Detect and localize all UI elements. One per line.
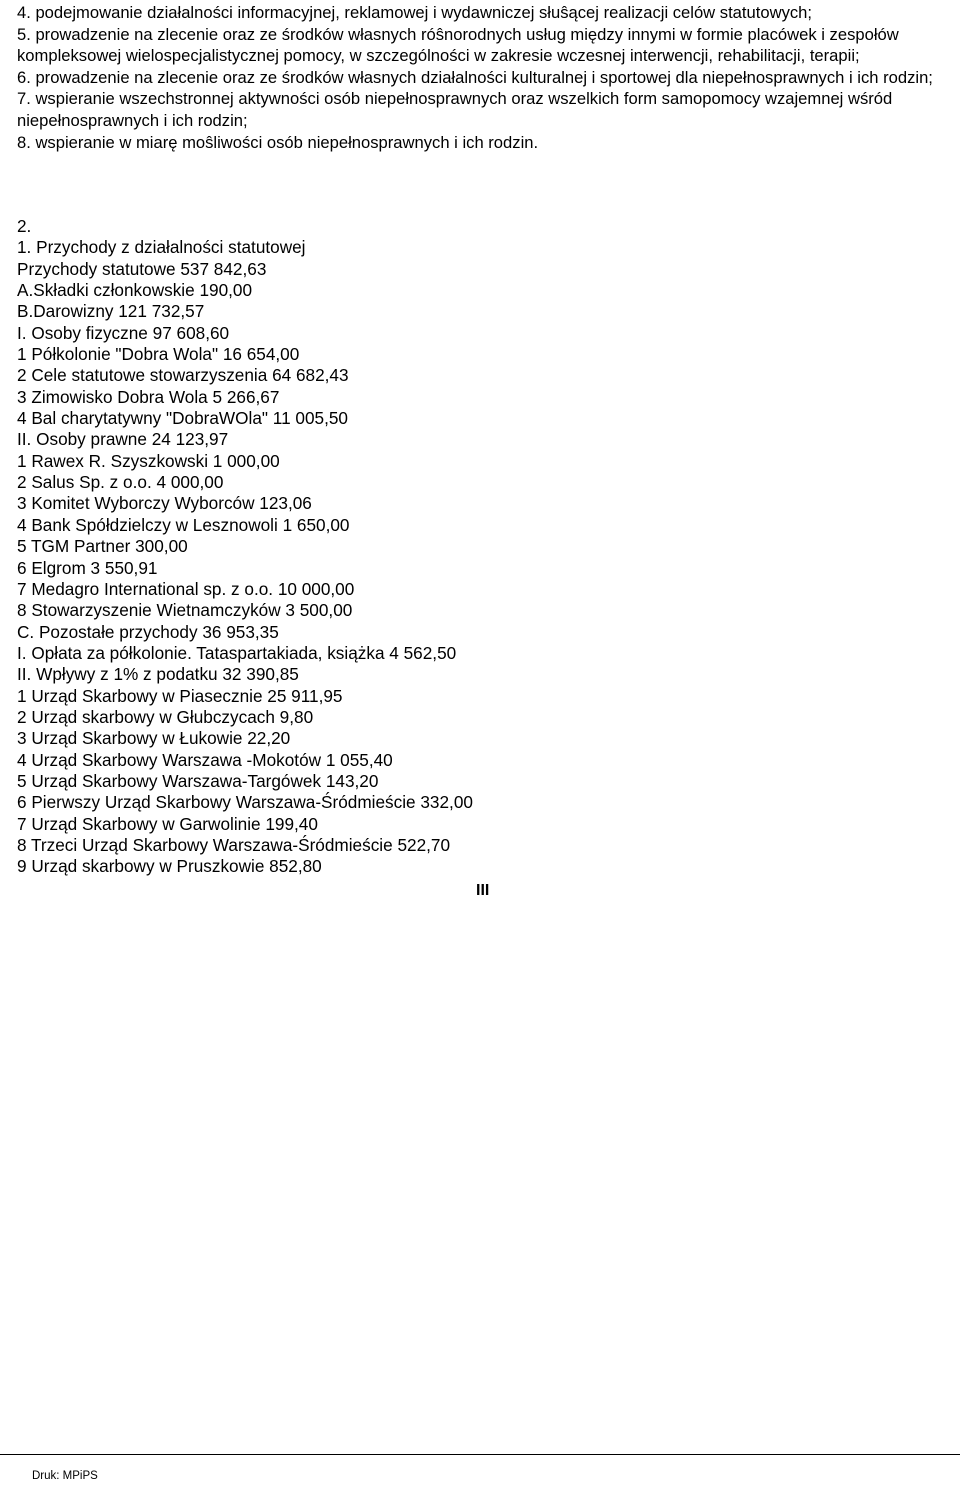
income-item: 5 TGM Partner 300,00 [17,536,188,557]
income-heading: 1. Przychody z działalności statutowej [17,237,306,258]
statutory-item: 5. prowadzenie na zlecenie oraz ze środków własnych róŝnorodnych usług między innymi w formie placówek i zespołów kompleksowej wielospecjalistycznej pomocy, w szczególności w zakresie wczesnej interwencji, rehabilitacji, terapii; [17,24,899,66]
income-item: 6 Elgrom 3 550,91 [17,557,158,578]
income-item: 3 Urząd Skarbowy w Łukowie 22,20 [17,728,291,749]
income-item: 4 Bank Spółdzielczy w Lesznowoli 1 650,00 [17,514,350,535]
income-subcategory: I. Osoby fizyczne 97 608,60 [17,322,230,343]
income-item: 3 Zimowisko Dobra Wola 5 266,67 [17,386,280,407]
income-item: 2 Urząd skarbowy w Głubczycach 9,80 [17,706,314,727]
income-item: 1 Urząd Skarbowy w Piasecznie 25 911,95 [17,685,343,706]
income-item: 5 Urząd Skarbowy Warszawa-Targówek 143,20 [17,770,379,791]
income-item: 3 Komitet Wyborczy Wyborców 123,06 [17,493,312,514]
income-category: B.Darowizny 121 732,57 [17,301,205,322]
statutory-goals-list [17,2,947,153]
footer-print-label: Druk: MPiPS [32,1470,98,1482]
income-total: Przychody statutowe 537 842,63 [17,258,267,279]
income-item: 8 Stowarzyszenie Wietnamczyków 3 500,00 [17,600,353,621]
income-item: 7 Medagro International sp. z o.o. 10 000,00 [17,578,355,599]
section-number: 2. [17,216,32,236]
income-category: C. Pozostałe przychody 36 953,35 [17,621,279,642]
income-subcategory: I. Opłata za półkolonie. Tataspartakiada, książka 4 562,50 [17,642,457,663]
income-item: 2 Salus Sp. z o.o. 4 000,00 [17,472,224,493]
statutory-item: 6. prowadzenie na zlecenie oraz ze środków własnych działalności kulturalnej i sportowej dla niepełnosprawnych i ich rodzin; [17,67,933,87]
income-item: 7 Urząd Skarbowy w Garwolinie 199,40 [17,813,318,834]
income-item: 4 Urząd Skarbowy Warszawa -Mokotów 1 055,40 [17,749,393,770]
income-item: 1 Rawex R. Szyszkowski 1 000,00 [17,450,280,471]
page-section-mark: III [476,882,490,899]
income-item: 6 Pierwszy Urząd Skarbowy Warszawa-Śródmieście 332,00 [17,792,473,813]
income-item: 8 Trzeci Urząd Skarbowy Warszawa-Śródmieście 522,70 [17,834,451,855]
statutory-item: 8. wspieranie w miarę moŝliwości osób niepełnosprawnych i ich rodzin. [17,132,539,152]
income-item: 4 Bal charytatywny "DobraWOla" 11 005,50 [17,408,348,429]
income-subcategory: II. Osoby prawne 24 123,97 [17,429,229,450]
income-subcategory: II. Wpływy z 1% z podatku 32 390,85 [17,664,299,685]
footer-divider [0,1454,960,1455]
statutory-item: 7. wspieranie wszechstronnej aktywności osób niepełnosprawnych oraz wszelkich form samopomocy wzajemnej wśród niepełnosprawnych i ich rodzin; [17,89,893,130]
income-item: 9 Urząd skarbowy w Pruszkowie 852,80 [17,856,322,877]
income-item: 2 Cele statutowe stowarzyszenia 64 682,43 [17,365,349,386]
income-section [17,216,947,878]
income-category: A.Składki członkowskie 190,00 [17,280,253,301]
statutory-item: 4. podejmowanie działalności informacyjnej, reklamowej i wydawniczej słuŝącej realizacji celów statutowych; [17,3,813,22]
income-item: 1 Półkolonie "Dobra Wola" 16 654,00 [17,344,300,365]
